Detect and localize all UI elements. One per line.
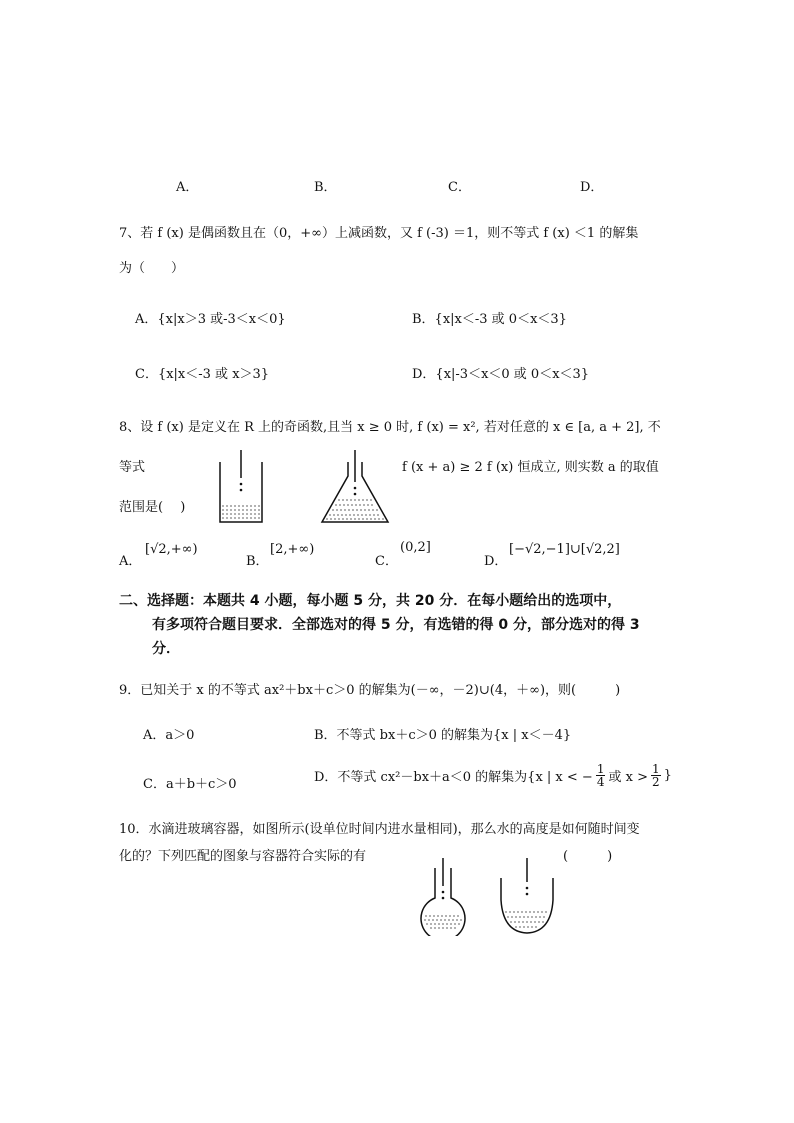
q6-option-a: A． bbox=[176, 180, 199, 195]
q6-option-b: B． bbox=[314, 180, 337, 195]
conical-flask-figure bbox=[318, 448, 392, 526]
q7-stem-line1: 7、若 f (x) 是偶函数且在（0，+∞）上减函数，又 f (-3) ＝1，则不等式 f (x) ＜1 的解集 bbox=[119, 226, 639, 241]
q9-option-d-suffix: } bbox=[663, 768, 672, 783]
q8-option-c-value: (0,2] bbox=[400, 540, 431, 555]
fraction-one-half bbox=[651, 763, 661, 788]
frac2-denominator: 2 bbox=[651, 775, 660, 789]
q7-option-a: A．{x|x＞3 或-3＜x＜0} bbox=[135, 312, 286, 327]
q10-answer-paren: ( ) bbox=[563, 849, 613, 864]
q9-option-d bbox=[314, 763, 672, 788]
section2-line3: 分． bbox=[152, 641, 180, 657]
q8-option-b-value: [2,+∞) bbox=[270, 542, 315, 557]
q7-stem-line2: 为（ ） bbox=[119, 261, 185, 276]
q8-stem-line1: 8、设 f (x) 是定义在 R 上的奇函数,且当 x ≥ 0 时, f (x) = x², 若对任意的 x ∈ [a, a + 2], 不 bbox=[119, 420, 661, 435]
q9-option-d-prefix: D．不等式 cx²－bx＋a＜0 的解集为{x | x < − bbox=[314, 770, 593, 785]
q8-option-a-value: [√2,+∞) bbox=[145, 542, 198, 557]
section2-line2: 有多项符合题目要求．全部选对的得 5 分，有选错的得 0 分，部分选对的得 3 bbox=[152, 617, 640, 633]
q7-option-b: B．{x|x＜-3 或 0＜x＜3} bbox=[412, 312, 567, 327]
q6-option-d: D． bbox=[580, 180, 604, 195]
frac1-denominator: 4 bbox=[596, 775, 605, 789]
round-flask-figure bbox=[418, 856, 468, 936]
q9-option-a: A．a＞0 bbox=[143, 728, 195, 743]
q8-option-b-label: B． bbox=[246, 554, 269, 569]
q8-option-d-label: D． bbox=[484, 554, 508, 569]
q10-stem-line1: 10．水滴进玻璃容器，如图所示(设单位时间内进水量相同)，那么水的高度是如何随时间变 bbox=[119, 822, 640, 837]
q9-stem: 9．已知关于 x 的不等式 ax²＋bx＋c＞0 的解集为(－∞，－2)∪(4，＋∞)，则( ) bbox=[119, 683, 621, 698]
frac2-numerator: 1 bbox=[651, 762, 660, 776]
q9-option-b: B．不等式 bx＋c＞0 的解集为{x | x＜－4} bbox=[314, 728, 572, 743]
q9-option-c: C．a＋b＋c＞0 bbox=[143, 777, 237, 792]
fraction-one-quarter bbox=[596, 763, 606, 788]
q7-option-d: D．{x|-3＜x＜0 或 0＜x＜3} bbox=[412, 367, 590, 382]
q8-option-a-label: A． bbox=[119, 554, 142, 569]
q8-option-d-value: [−√2,−1]∪[√2,2] bbox=[509, 542, 620, 557]
q6-option-c: C． bbox=[448, 180, 471, 195]
q7-option-c: C．{x|x＜-3 或 x＞3} bbox=[135, 367, 270, 382]
q8-option-c-label: C． bbox=[375, 554, 398, 569]
frac1-numerator: 1 bbox=[596, 762, 605, 776]
q9-option-d-mid: 或 x > bbox=[608, 770, 648, 785]
q10-stem-line2: 化的？下列匹配的图象与容器符合实际的有 bbox=[119, 849, 367, 864]
q8-stem-line2-left: 等式 bbox=[119, 460, 146, 475]
bowl-container-figure bbox=[496, 856, 558, 936]
section2-line1: 二、选择题：本题共 4 小题，每小题 5 分，共 20 分．在每小题给出的选项中， bbox=[119, 593, 622, 609]
q8-stem-line3: 范围是( ) bbox=[119, 500, 186, 515]
q8-stem-line2-right: f (x + a) ≥ 2 f (x) 恒成立, 则实数 a 的取值 bbox=[402, 460, 659, 475]
cylinder-container-figure bbox=[216, 448, 266, 526]
